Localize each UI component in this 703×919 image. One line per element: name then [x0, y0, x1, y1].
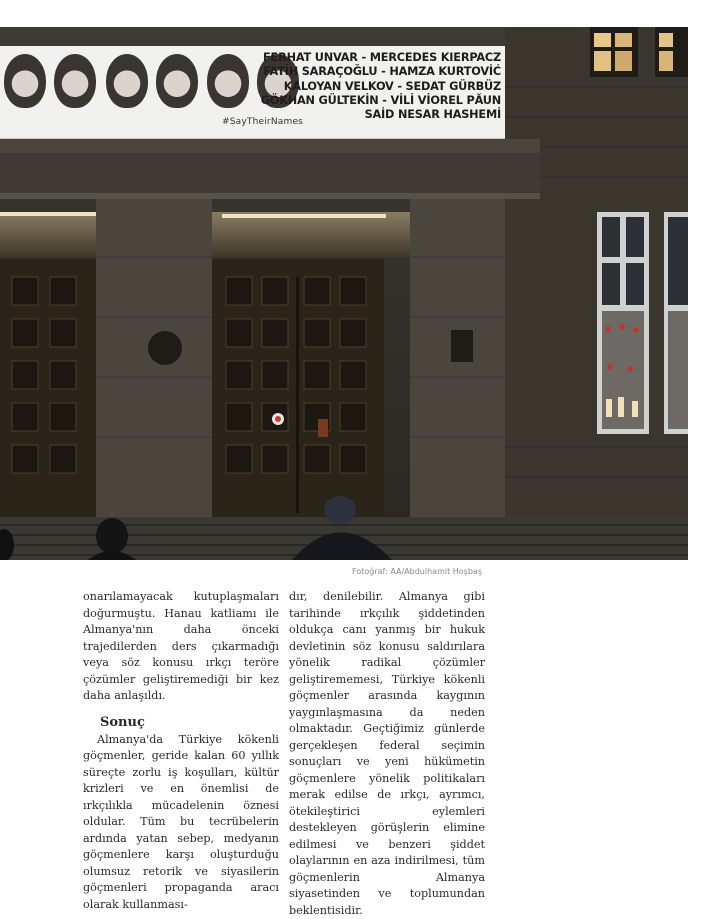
victim-portrait [207, 54, 249, 108]
banner-name-line: GÖKHAN GÜLTEKİN - VİLİ VİOREL PĂUN [260, 93, 501, 107]
banner-hashtag: #SayTheirNames [222, 117, 304, 127]
banner-names [261, 51, 501, 122]
section-heading: Sonuç [100, 714, 145, 730]
paragraph: dır, denilebilir. Almanya gibi tarihinde ırkçılık şiddetinden oldukça canı yanmış bir hukuk devletinin söz konusu saldırılara yönelik radikal çözümler geliştirememesi, Türkiye kökenli göçmenler arasında kaygının yaygınlaşmasına da neden olmaktadır. Geçtiğimiz günlerde gerçekleşen federal seçimin sonuçları ve yeni hükümetin göçmenlere yönelik politikaları merak edilse de ırkçı, ayrımcı, ötekileştirici eylemleri destekleyen görüşlerin elimine edilmesi ve benzeri şiddet olaylarının en aza indirilmesi, tüm göçmenlerin Almanya siyasetinden ve toplumundan beklentisidir. [289, 590, 485, 917]
victim-portrait [106, 54, 148, 108]
banner-name-line: FATİH SARAÇOĞLU - HAMZA KURTOVİĆ [263, 65, 501, 79]
banner-name-line: SAİD NESAR HASHEMİ [364, 108, 501, 122]
paragraph: onarılamayacak kutuplaşmaları doğurmuştu. Hanau katliamı ile Almanya'nın daha önceki trajedilerden ders çıkarmadığı veya söz konusu ırkçı teröre çözümler geliştiremediği bir kez daha anlaşıldı. [83, 590, 279, 702]
paragraph: Almanya'da Türkiye kökenli göçmenler, geride kalan 60 yıllık süreçte zorlu iş koşulları, kültür krizleri ve en önemlisi de ırkçılıkla mücadelenin öznesi oldular. Tüm bu tecrübelerin ardında yatan sebep, medyanın göçmenlere karşı oluşturduğu olumsuz retorik ve siyasilerin göçmenleri propaganda aracı olarak kullanması- [83, 732, 279, 911]
memorial-banner [0, 46, 505, 139]
photo-credit: Fotoğraf: AA/Abdulhamit Hoşbaş [352, 567, 482, 576]
article-column-right [289, 589, 485, 919]
victim-portrait [156, 54, 198, 108]
banner-name-line: FERHAT UNVAR - MERCEDES KIERPACZ [263, 51, 501, 64]
article-photo [0, 27, 688, 560]
victim-portrait [54, 54, 96, 108]
article-column-left [83, 589, 279, 913]
victim-portrait [4, 54, 46, 108]
banner-name-line: KALOYAN VELKOV - SEDAT GÜRBÜZ [283, 79, 501, 93]
